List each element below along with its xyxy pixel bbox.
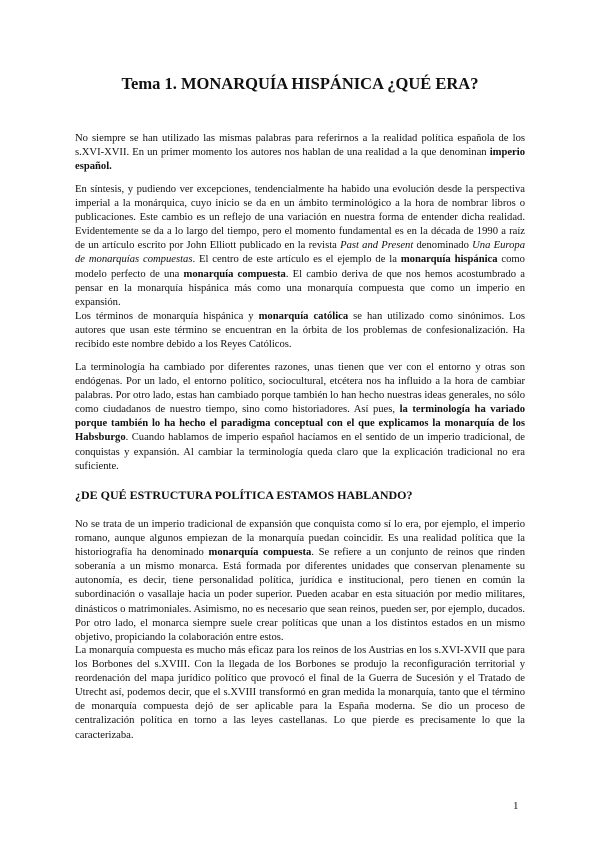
- p4-text-a: La terminología ha cambiado por diferentes razones, unas tienen que ver con el entorno y otras son endógenas. Por un lado, el entorno político, sociocultural, etcétera nos ha influido a la hora de cambiar palabras. Por otro lado, estas han cambiado porque también lo han hecho nuestras ideas generales, no sólo como ciudadanos de nuestro tiempo, sino como historiadores. Así pues,: [75, 362, 525, 416]
- p2-text-c: . El centro de este artículo es el ejemplo de la: [192, 254, 401, 266]
- p5-text-a: No se trata de un imperio tradicional de expansión que conquista como sí lo era, por ejemplo, el imperio romano, aunque algunos empiezan de la monarquía puedan coincidir. Es una realidad política que la historiografía ha denominado: [75, 519, 525, 559]
- p5-text-b: . Se refiere a un conjunto de reinos que rinden soberanía a un mismo monarca. Está formada por diferentes unidades que conservan plenamente su autonomía, es decir, tiene personalidad política, jurídica e institucional, pero tienen en común la subordinación o vasallaje hacia un poder superior. Pueden acabar en esta situación por medio militares, dinásticos o matrimoniales. Asimismo, no es necesario que sean reinos, pueden ser, por ejemplo, ducados. Por otro lado, el monarca siempre suele crear políticas que unan a los distintos estados en un mismo objetivo, propiciando la colaboración entre estos.: [75, 547, 526, 643]
- p4-text-b: . Cuando hablamos de imperio español hacíamos en el sentido de un imperio tradicional, de conquistas y expansión. Al cambiar la terminología queda claro que la explicación tradicional no era suficiente.: [75, 432, 525, 472]
- section-heading: ¿DE QUÉ ESTRUCTURA POLÍTICA ESTAMOS HABLANDO?: [75, 488, 413, 502]
- p3-text-b: se han utilizado como sinónimos. Los autores que usan este término se encuentran en la órbita de los problemas de confesionalización. Ha recibido este nombre debido a los Reyes Católicos.: [75, 311, 525, 351]
- p2-text-b: denominado: [413, 240, 473, 252]
- p2-text-a: En síntesis, y pudiendo ver excepciones, tendencialmente ha habido una evolución desde la perspectiva imperial a la monárquica, cuyo inicio se da en un ámbito terminológico a la hora de nombrar libros o publicaciones. Este cambio es un reflejo de una variación en nuestra forma de entender dicha realidad. Evidentemente se da a lo largo del tiempo, pero el momento fundamental es en la década de 1990 a raíz de un artículo escrito por John Elliott publicado en la revista: [75, 184, 525, 252]
- p2-article: Una Europa de monarquías compuestas: [75, 240, 525, 266]
- page-title: Tema 1. MONARQUÍA HISPÁNICA ¿QUÉ ERA?: [121, 74, 479, 93]
- page-number: 1: [513, 800, 519, 812]
- p2-bold-2: monarquía compuesta: [183, 268, 286, 280]
- p3-bold: monarquía católica: [258, 311, 349, 322]
- p5-bold: monarquía compuesta: [208, 547, 312, 559]
- p1-text: No siempre se han utilizado las mismas palabras para referirnos a la realidad política española de los s.XVI-XVII. En un primer momento los autores nos hablan de una realidad a la que denominan: [75, 133, 525, 159]
- p2-text-d: como modelo perfecto de una: [75, 254, 525, 280]
- paragraph-2: [75, 183, 525, 310]
- p2-bold-1: monarquía hispánica: [400, 254, 498, 266]
- p4-bold: la terminología ha variado porque también lo ha hecho el paradigma conceptual con el que explicamos la monarquía de los Habsburgo: [75, 404, 526, 444]
- paragraph-1: [75, 132, 525, 174]
- paragraph-3: [75, 310, 525, 352]
- paragraph-6: La monarquía compuesta es mucho más eficaz para los reinos de los Austrias en los s.XVI-XVII que para los Borbones del s.XVIII. Con la llegada de los Borbones se produjo la reconfiguración territorial y reordenación del mapa jurídico político que provocó el final de la Guerra de Sucesión y el Tratado de Utrecht así, podemos decir, que el s.XVIII transformó en gran medida la monarquía, tanto que el término de monarquía compuesta dejó de ser aplicable para la España moderna. Se dio un proceso de centralización política en torno a las leyes castellanas. Lo que pierde es precisamente lo que la caracterizaba.: [75, 645, 525, 741]
- paragraph-4: [75, 361, 525, 474]
- p2-text-e: . El cambio deriva de que nos hemos acostumbrado a pensar en la monarquía hispánica más como una monarquía compuesta que como un imperio en expansión.: [75, 268, 525, 308]
- p2-journal: Past and Present: [340, 240, 414, 252]
- p1-bold: imperio español.: [75, 147, 525, 173]
- p3-text-a: Los términos de monarquía hispánica y: [75, 311, 259, 322]
- paragraph-5: [75, 518, 525, 645]
